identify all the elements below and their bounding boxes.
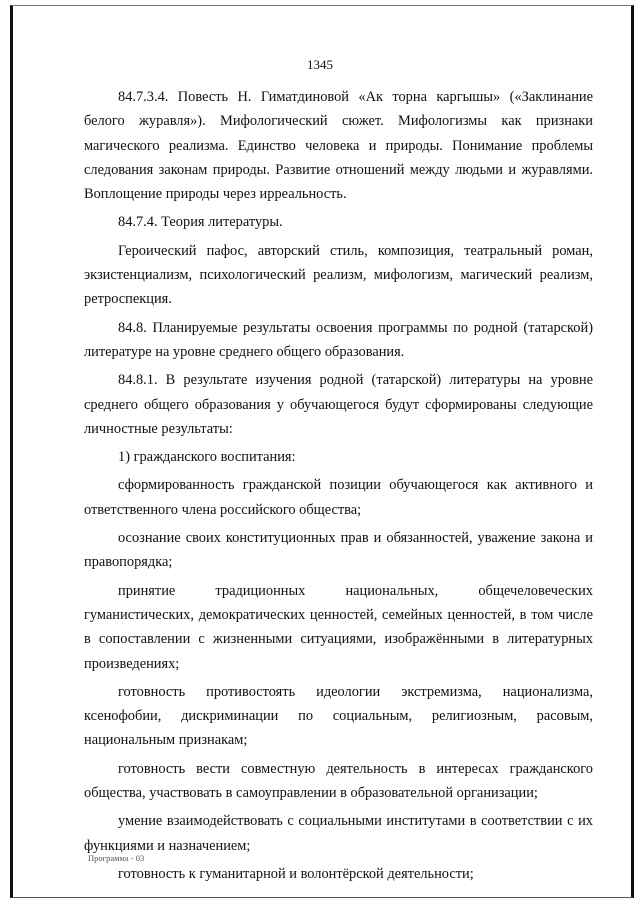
paragraph-84-7-3-4: 84.7.3.4. Повесть Н. Гиматдиновой «Ак торна каргышы» («Заклинание белого журавля»). Мифологический сюжет. Мифологизмы как признаки магического реализма. Единство человека и природы. Понимание проблемы следования законам природы. Развитие отношений между людьми и журавлями. Воплощение природы через ирреальность. (84, 89, 593, 203)
paragraph-84-8-1: 84.8.1. В результате изучения родной (татарской) литературы на уровне среднего общего образования у обучающегося будут сформированы следующие личностные результаты: (84, 372, 593, 437)
paragraph-theory-terms: Героический пафос, авторский стиль, композиция, театральный роман, экзистенциализм, психологический реализм, мифологизм, магический реализм, ретроспекция. (84, 242, 593, 308)
paragraph-counter-extremism: готовность противостоять идеологии экстремизма, национализма, ксенофобии, дискриминации по социальным, религиозным, расовым, национальным признакам; (84, 683, 593, 749)
document-body (84, 85, 593, 890)
paragraph-traditional-values: принятие традиционных национальных, общечеловеческих гуманистических, демократических ценностей, семейных ценностей, в том числе в сопоставлении с жизненными ситуациями, изображёнными в литературных произведениях; (84, 582, 593, 672)
paragraph-volunteer-activity: готовность к гуманитарной и волонтёрской деятельности; (118, 865, 474, 882)
page-number: 1345 (307, 57, 333, 72)
page-footer: Программа - 03 (88, 853, 145, 863)
paragraph-84-7-4-heading: 84.7.4. Теория литературы. (118, 214, 283, 231)
paragraph-civic-position: сформированность гражданской позиции обучающегося как активного и ответственного члена российского общества; (84, 477, 593, 518)
paragraph-84-8: 84.8. Планируемые результаты освоения программы по родной (татарской) литературе на уровне среднего общего образования. (84, 319, 593, 360)
paragraph-social-institutions: умение взаимодействовать с социальными институтами в соответствии с их функциями и назначением; (84, 813, 593, 854)
paragraph-joint-activity: готовность вести совместную деятельность в интересах гражданского общества, участвовать в самоуправлении в образовательной организации; (84, 760, 593, 802)
paragraph-constitutional-rights: осознание своих конституционных прав и обязанностей, уважение закона и правопорядка; (84, 530, 593, 571)
paragraph-civic-education-heading: 1) гражданского воспитания: (118, 449, 296, 466)
